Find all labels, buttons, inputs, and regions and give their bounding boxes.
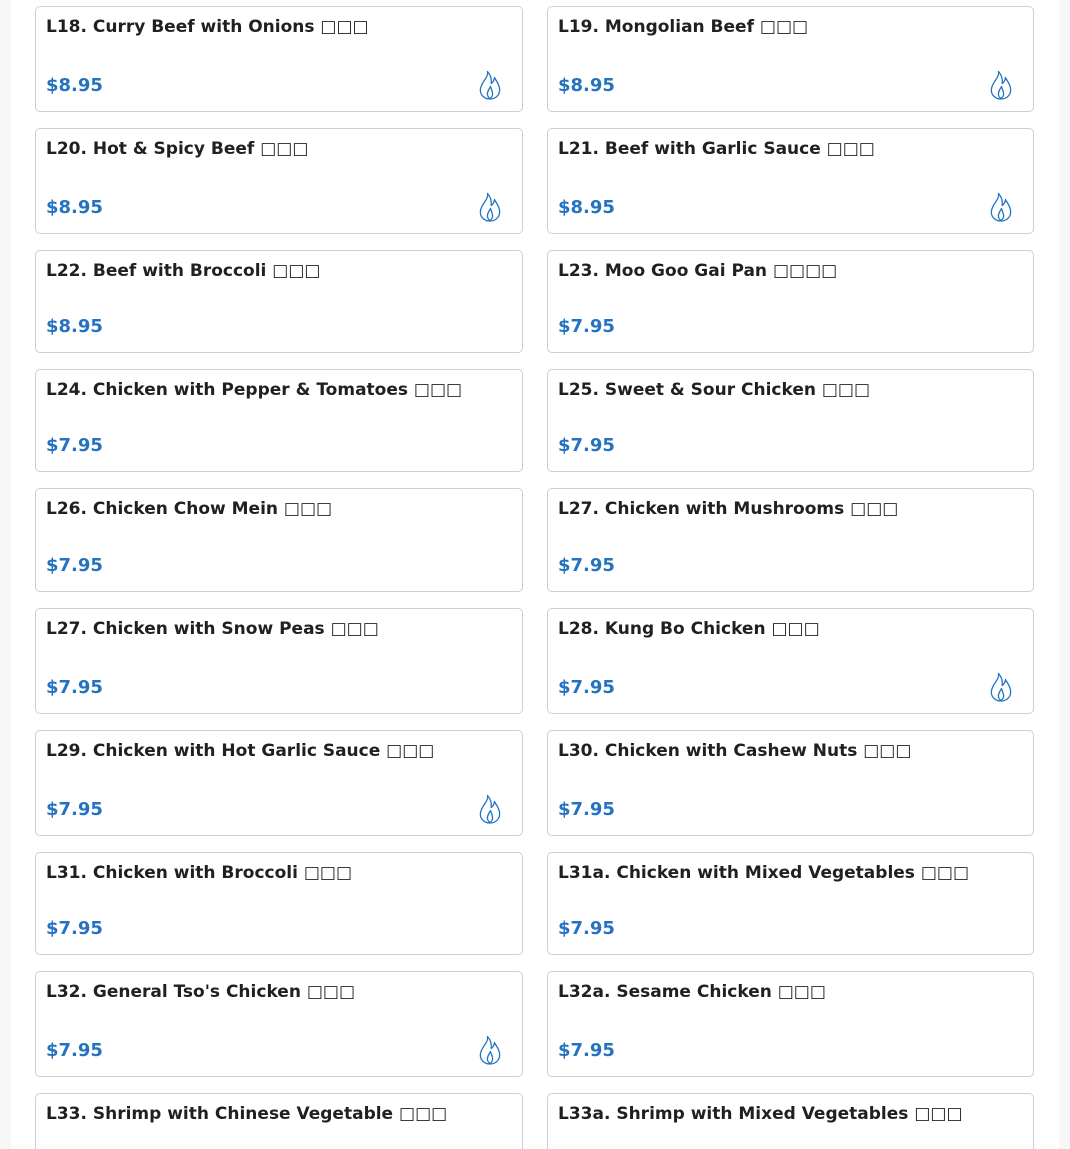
flame-icon bbox=[478, 69, 502, 101]
menu-item-card[interactable] bbox=[35, 488, 523, 592]
menu-item-card[interactable] bbox=[35, 1093, 523, 1149]
menu-item-name: L33a. Shrimp with Mixed Vegetables □□□ bbox=[558, 1104, 963, 1124]
menu-item-name: L29. Chicken with Hot Garlic Sauce □□□ bbox=[46, 741, 435, 761]
menu-item-price: $7.95 bbox=[46, 555, 103, 576]
menu-item-name: L28. Kung Bo Chicken □□□ bbox=[558, 619, 820, 639]
menu-item-name: L32. General Tso's Chicken □□□ bbox=[46, 982, 356, 1002]
menu-item-price: $7.95 bbox=[558, 435, 615, 456]
menu-item-card[interactable] bbox=[547, 369, 1034, 472]
menu-item-card[interactable] bbox=[35, 6, 523, 112]
menu-item-name: L23. Moo Goo Gai Pan □□□□ bbox=[558, 261, 838, 281]
flame-icon bbox=[478, 191, 502, 223]
flame-icon bbox=[478, 1034, 502, 1066]
menu-item-price: $7.95 bbox=[558, 918, 615, 939]
menu-item-card[interactable] bbox=[35, 608, 523, 714]
menu-item-price: $7.95 bbox=[46, 1040, 103, 1061]
flame-icon bbox=[989, 191, 1013, 223]
menu-item-price: $7.95 bbox=[46, 918, 103, 939]
menu-item-card[interactable] bbox=[35, 128, 523, 234]
menu-item-price: $7.95 bbox=[46, 799, 103, 820]
menu-item-name: L24. Chicken with Pepper & Tomatoes □□□ bbox=[46, 380, 463, 400]
menu-item-card[interactable] bbox=[547, 852, 1034, 955]
menu-item-name: L31. Chicken with Broccoli □□□ bbox=[46, 863, 353, 883]
menu-item-name: L33. Shrimp with Chinese Vegetable □□□ bbox=[46, 1104, 448, 1124]
menu-item-price: $8.95 bbox=[46, 316, 103, 337]
menu-item-name: L27. Chicken with Mushrooms □□□ bbox=[558, 499, 899, 519]
menu-item-card[interactable] bbox=[547, 6, 1034, 112]
menu-item-price: $8.95 bbox=[46, 197, 103, 218]
menu-item-card[interactable] bbox=[547, 608, 1034, 714]
menu-item-price: $7.95 bbox=[46, 677, 103, 698]
flame-icon bbox=[478, 793, 502, 825]
menu-item-name: L30. Chicken with Cashew Nuts □□□ bbox=[558, 741, 912, 761]
menu-item-price: $8.95 bbox=[558, 197, 615, 218]
menu-item-name: L22. Beef with Broccoli □□□ bbox=[46, 261, 321, 281]
menu-item-price: $7.95 bbox=[558, 316, 615, 337]
menu-item-name: L21. Beef with Garlic Sauce □□□ bbox=[558, 139, 875, 159]
menu-item-name: L19. Mongolian Beef □□□ bbox=[558, 17, 809, 37]
menu-item-name: L18. Curry Beef with Onions □□□ bbox=[46, 17, 369, 37]
menu-item-name: L25. Sweet & Sour Chicken □□□ bbox=[558, 380, 871, 400]
menu-item-price: $8.95 bbox=[46, 75, 103, 96]
menu-item-card[interactable] bbox=[547, 1093, 1034, 1149]
menu-item-name: L26. Chicken Chow Mein □□□ bbox=[46, 499, 333, 519]
menu-item-name: L32a. Sesame Chicken □□□ bbox=[558, 982, 826, 1002]
menu-item-card[interactable] bbox=[547, 730, 1034, 836]
menu-item-card[interactable] bbox=[35, 250, 523, 353]
menu-item-price: $8.95 bbox=[558, 75, 615, 96]
menu-item-price: $7.95 bbox=[46, 435, 103, 456]
menu-item-card[interactable] bbox=[35, 971, 523, 1077]
menu-item-card[interactable] bbox=[35, 369, 523, 472]
menu-item-name: L27. Chicken with Snow Peas □□□ bbox=[46, 619, 379, 639]
menu-item-card[interactable] bbox=[35, 730, 523, 836]
menu-item-name: L20. Hot & Spicy Beef □□□ bbox=[46, 139, 309, 159]
menu-item-card[interactable] bbox=[35, 852, 523, 955]
menu-item-price: $7.95 bbox=[558, 555, 615, 576]
menu-page bbox=[11, 0, 1059, 1149]
menu-item-price: $7.95 bbox=[558, 799, 615, 820]
menu-item-card[interactable] bbox=[547, 128, 1034, 234]
menu-item-card[interactable] bbox=[547, 250, 1034, 353]
flame-icon bbox=[989, 69, 1013, 101]
menu-item-name: L31a. Chicken with Mixed Vegetables □□□ bbox=[558, 863, 970, 883]
menu-item-price: $7.95 bbox=[558, 1040, 615, 1061]
menu-item-price: $7.95 bbox=[558, 677, 615, 698]
menu-item-card[interactable] bbox=[547, 488, 1034, 592]
menu-item-card[interactable] bbox=[547, 971, 1034, 1077]
flame-icon bbox=[989, 671, 1013, 703]
menu-item-grid bbox=[35, 6, 1034, 1149]
